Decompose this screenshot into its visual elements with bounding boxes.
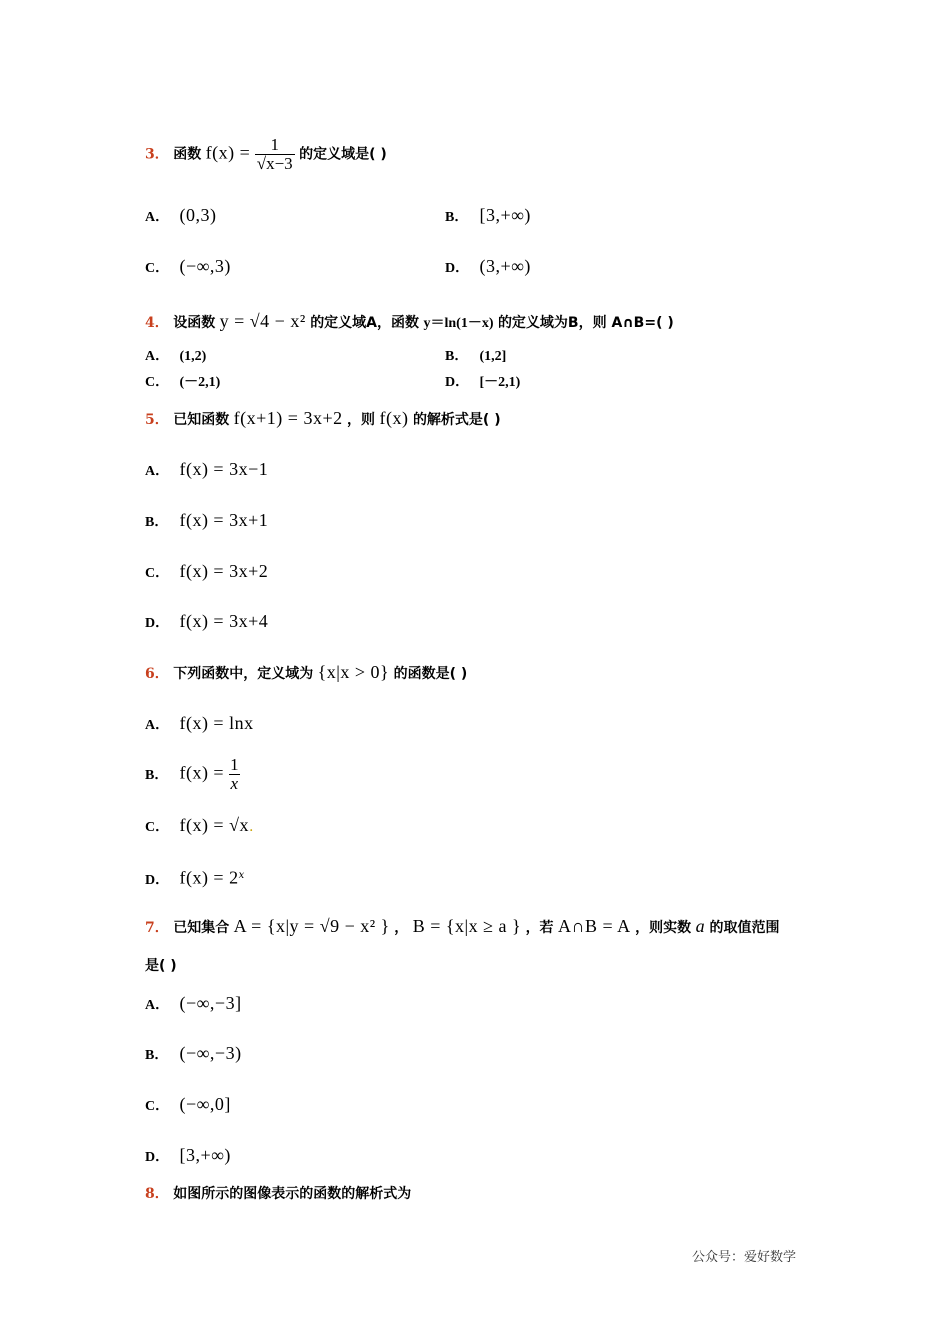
option-label: D． xyxy=(145,872,170,888)
question-text: 已知函数 xyxy=(173,412,230,428)
question-text: 的函数是( ) xyxy=(393,666,468,682)
question-number: 8． xyxy=(145,1186,169,1202)
numerator: 1 xyxy=(270,135,279,154)
option-expression: f(x) = 3x+2 xyxy=(179,561,269,581)
option-b xyxy=(445,346,506,367)
option-label: C． xyxy=(145,820,170,835)
question-text: ，若 xyxy=(525,920,554,936)
math-expression: f(x) xyxy=(379,408,409,428)
question-7 xyxy=(145,916,780,938)
option-label: D． xyxy=(145,1150,170,1165)
option-expression: (1,2) xyxy=(179,349,207,364)
option-label: A． xyxy=(145,464,170,479)
question-text: 如图所示的图像表示的函数的解析式为 xyxy=(173,1186,412,1202)
option-b xyxy=(445,205,531,228)
option-a xyxy=(145,459,268,482)
math-expression: B = {x|x ≥ a } xyxy=(412,916,522,936)
question-text: 是( ) xyxy=(145,958,177,974)
math-expression: f(x) = xyxy=(205,142,251,163)
math-expression: y = √4 − x² xyxy=(219,311,306,331)
options-row xyxy=(145,256,531,279)
question-text: 已知集合 xyxy=(173,920,230,936)
option-expression: (1,2] xyxy=(479,349,507,364)
option-label: D． xyxy=(445,375,470,390)
option-label: C． xyxy=(145,375,170,390)
question-text: ，则 xyxy=(347,412,376,428)
question-number: 3． xyxy=(145,146,169,163)
fraction xyxy=(255,136,295,173)
superscript: x xyxy=(238,870,245,881)
option-b xyxy=(145,510,268,533)
question-text: ，则实数 xyxy=(635,920,692,936)
option-d xyxy=(445,256,531,279)
option-expression: [3,+∞) xyxy=(479,205,531,225)
option-c xyxy=(145,815,253,838)
option-expression: f(x) = 3x−1 xyxy=(179,459,269,479)
options-row xyxy=(145,205,531,228)
option-expression: (−∞,3) xyxy=(179,256,231,276)
option-expression: f(x) = lnx xyxy=(179,713,254,733)
question-number: 4． xyxy=(145,315,169,331)
option-label: C． xyxy=(145,1099,170,1114)
question-text: 下列函数中，定义域为 xyxy=(173,666,314,682)
footer-watermark: 公众号：爱好数学 xyxy=(692,1250,797,1265)
option-expression: (0,3) xyxy=(179,205,217,225)
option-label: C． xyxy=(145,566,170,581)
option-a xyxy=(145,713,254,736)
math-expression: f(x+1) = 3x+2 xyxy=(233,408,343,428)
option-c xyxy=(145,1094,231,1117)
question-3 xyxy=(145,136,387,173)
option-label: B． xyxy=(145,767,169,783)
fraction xyxy=(229,756,241,793)
option-expression: (3,+∞) xyxy=(479,256,531,276)
math-expression: A = {x|y = √9 − x² } xyxy=(233,916,390,936)
question-text: 的定义域为B，则 A∩B=( ) xyxy=(497,315,674,331)
option-expression: f(x) = √x xyxy=(179,815,249,835)
option-d xyxy=(145,866,244,891)
option-label: A． xyxy=(145,718,170,733)
question-text: 的定义域A，函数 xyxy=(310,315,420,331)
question-text: 的取值范围 xyxy=(709,920,780,936)
denominator: x xyxy=(230,774,239,793)
question-text: 的定义域是( ) xyxy=(299,146,387,163)
option-b xyxy=(145,756,240,793)
question-number: 6． xyxy=(145,666,169,682)
question-text: ， xyxy=(394,920,409,936)
option-expression: [3,+∞) xyxy=(179,1145,231,1165)
option-label: A． xyxy=(145,998,170,1013)
option-a xyxy=(145,993,242,1016)
option-label: C． xyxy=(145,261,170,276)
question-number: 7． xyxy=(145,920,169,936)
math-expression: y＝ln(1－x) xyxy=(423,316,494,331)
option-b xyxy=(145,1043,242,1066)
options-row xyxy=(145,346,507,367)
question-5 xyxy=(145,408,501,430)
question-4 xyxy=(145,311,674,334)
option-d xyxy=(445,372,520,393)
option-label: B． xyxy=(445,210,469,225)
question-8 xyxy=(145,1184,411,1204)
option-label: B． xyxy=(445,349,469,364)
option-expression: f(x) = xyxy=(179,762,225,783)
options-row xyxy=(145,372,521,393)
math-expression: a xyxy=(695,916,706,936)
option-d xyxy=(145,1145,231,1168)
option-label: A． xyxy=(145,210,170,225)
option-label: D． xyxy=(145,616,170,631)
option-expression: f(x) = 2 xyxy=(179,867,239,888)
option-expression: (−∞,−3) xyxy=(179,1043,242,1063)
question-text: 设函数 xyxy=(173,315,216,331)
question-text: 函数 xyxy=(173,146,202,163)
option-d xyxy=(145,611,268,634)
question-7-continued xyxy=(145,956,177,976)
math-expression: {x|x > 0} xyxy=(317,662,390,682)
option-label: B． xyxy=(145,1048,169,1063)
option-expression: (−∞,0] xyxy=(179,1094,231,1114)
question-6 xyxy=(145,662,467,684)
denominator: √x−3 xyxy=(256,154,293,173)
option-expression: (−∞,−3] xyxy=(179,993,242,1013)
mark: . xyxy=(248,819,254,835)
numerator: 1 xyxy=(230,755,239,774)
question-text: 的解析式是( ) xyxy=(412,412,501,428)
option-expression: (－2,1) xyxy=(179,375,221,390)
option-c xyxy=(145,561,268,584)
option-expression: f(x) = 3x+4 xyxy=(179,611,269,631)
question-number: 5． xyxy=(145,412,169,428)
option-expression: f(x) = 3x+1 xyxy=(179,510,269,530)
math-expression: A∩B = A xyxy=(558,916,631,936)
option-label: B． xyxy=(145,515,169,530)
option-label: A． xyxy=(145,349,170,364)
option-label: D． xyxy=(445,261,470,276)
option-expression: [－2,1) xyxy=(479,375,521,390)
